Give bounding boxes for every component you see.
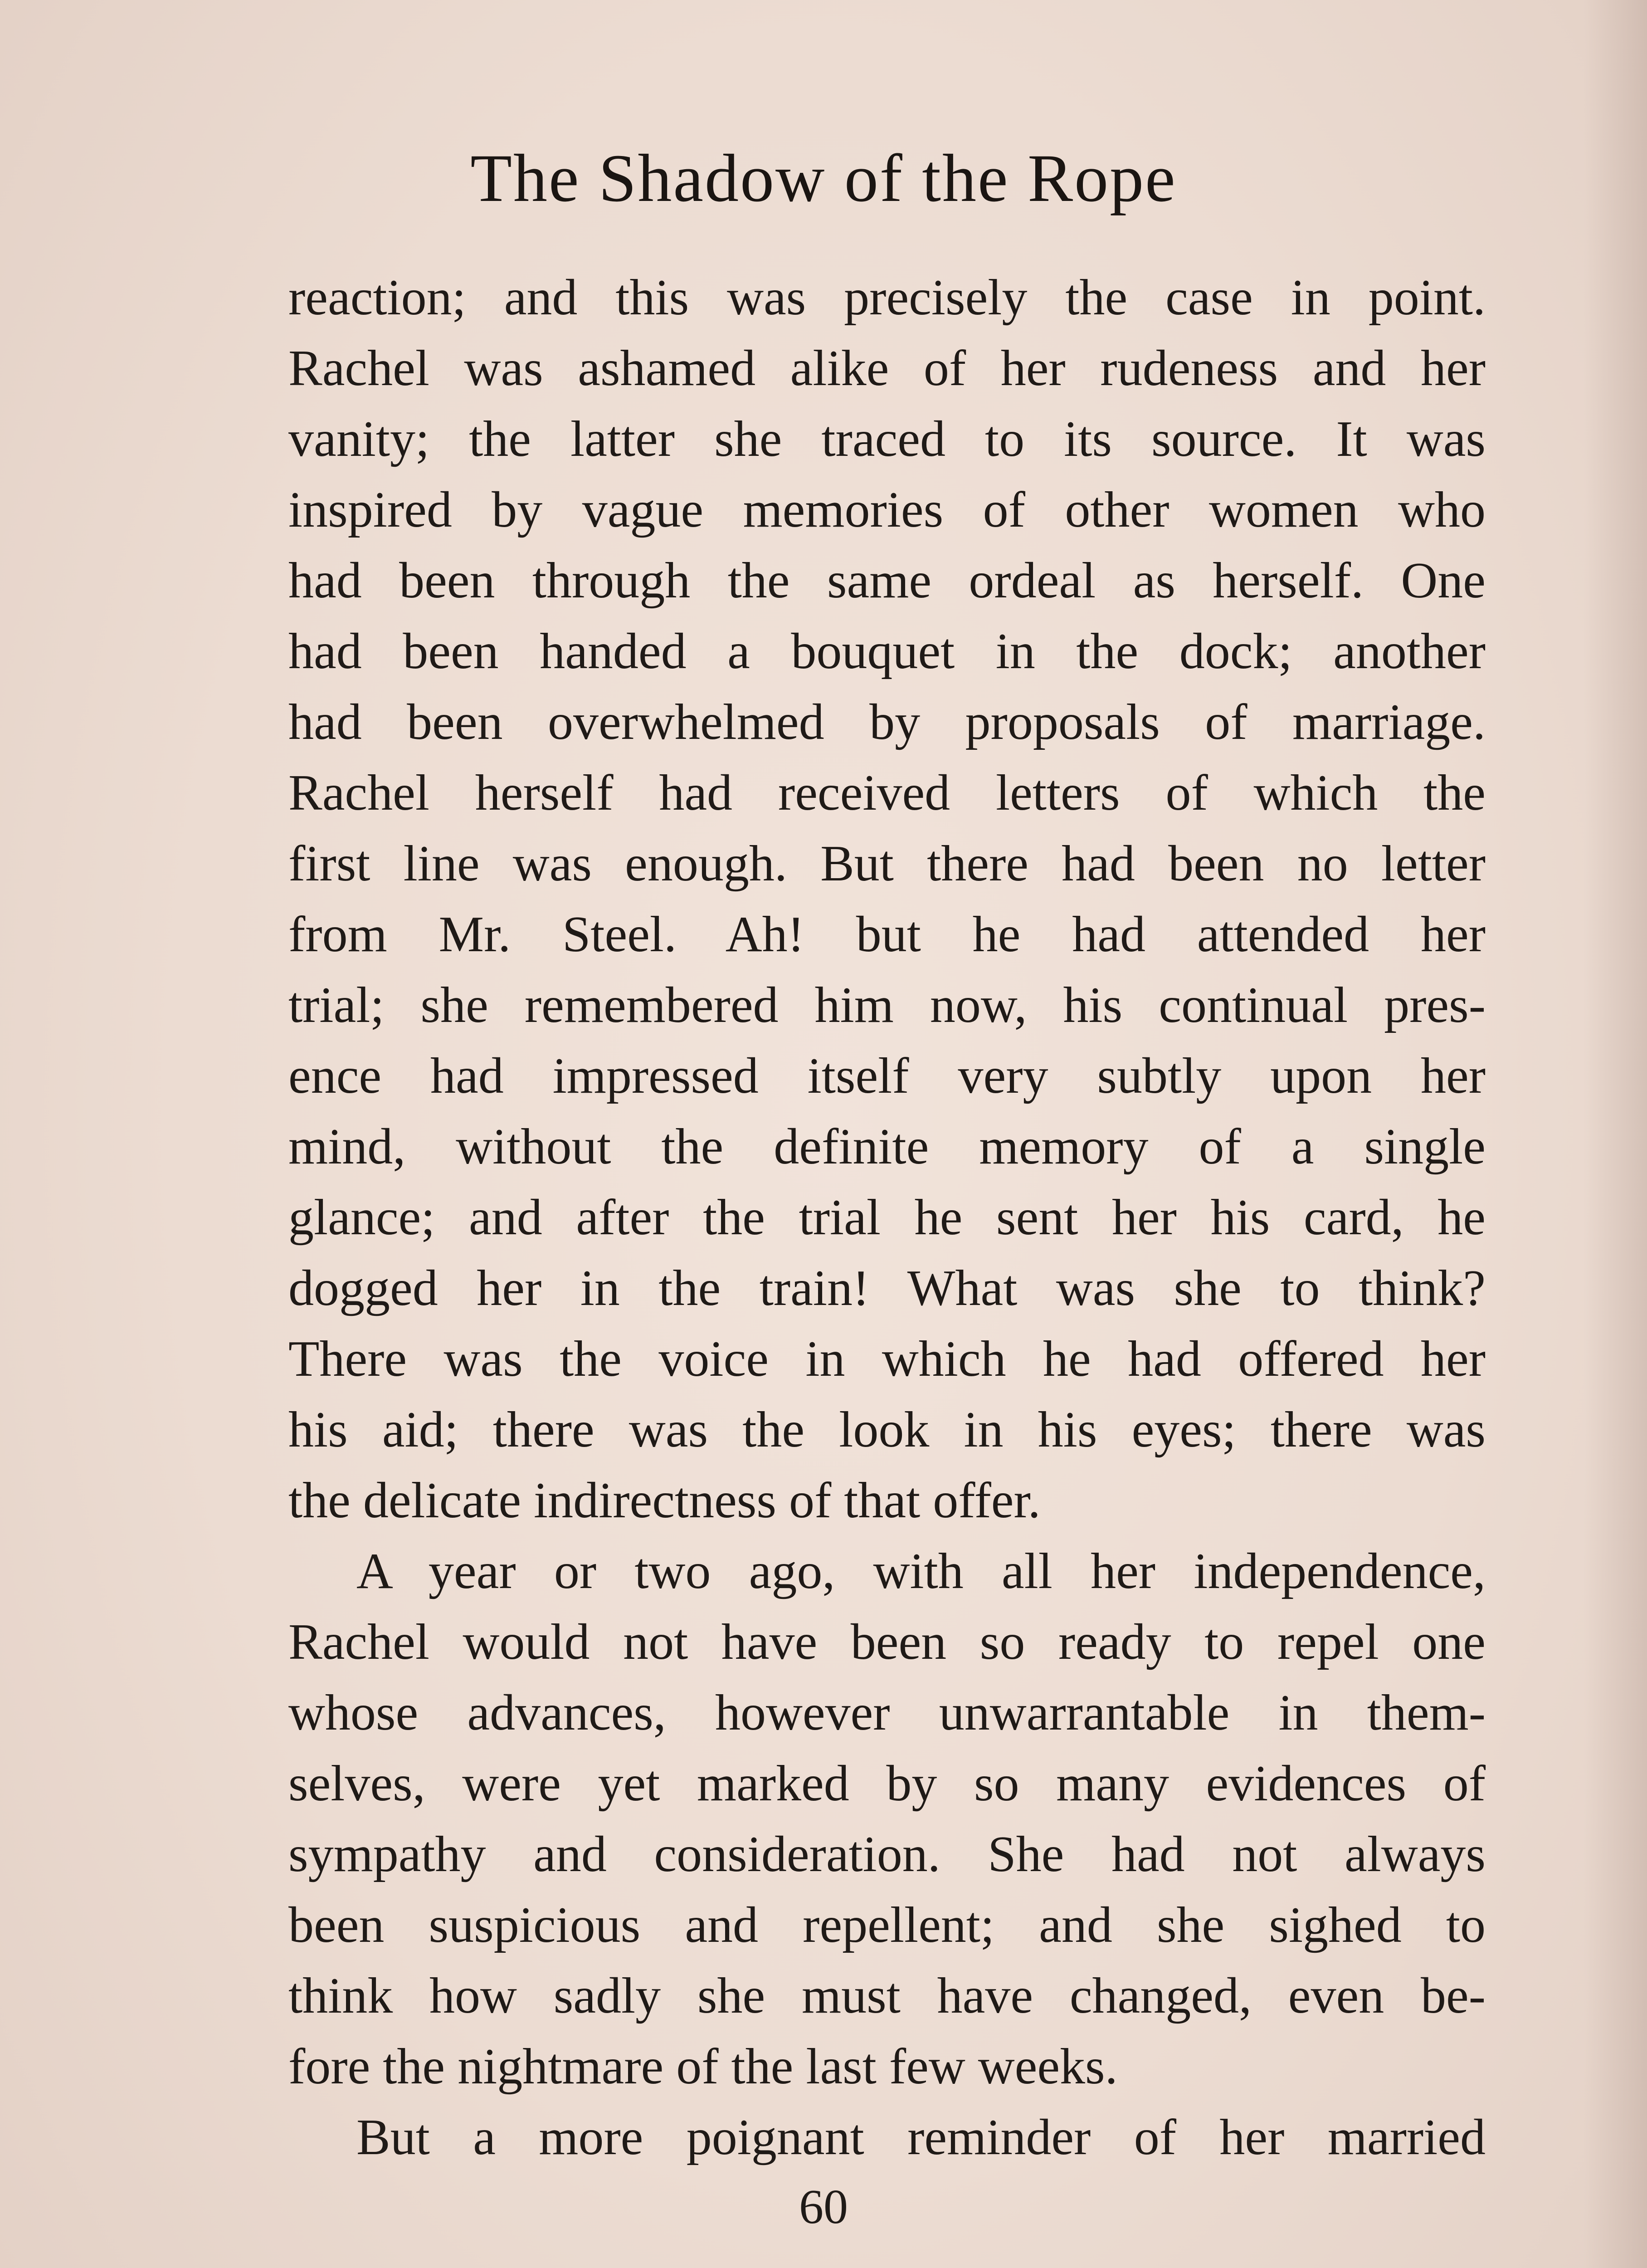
text-line: reaction; and this was precisely the case in point. [288, 269, 1486, 326]
text-line: Rachel herself had received letters of which the [288, 765, 1486, 821]
text-line: had been handed a bouquet in the dock; another [288, 623, 1486, 679]
body-text [288, 262, 1486, 2173]
text-line: sympathy and consideration. She had not always [288, 1826, 1486, 1882]
text-line: selves, were yet marked by so many evidences of [288, 1755, 1486, 1812]
page-edge-shadow [1584, 0, 1647, 2268]
text-line: mind, without the definite memory of a single [288, 1119, 1486, 1175]
text-line: been suspicious and repellent; and she sighed to [288, 1897, 1486, 1953]
text-line: Rachel was ashamed alike of her rudeness and her [288, 340, 1486, 396]
text-line: ence had impressed itself very subtly upon her [288, 1048, 1486, 1104]
text-line: There was the voice in which he had offered her [288, 1331, 1486, 1387]
text-line: first line was enough. But there had been no letter [288, 836, 1486, 892]
text-line: A year or two ago, with all her independence, [356, 1543, 1486, 1599]
text-line: had been overwhelmed by proposals of marriage. [288, 694, 1486, 750]
text-line: inspired by vague memories of other women who [288, 482, 1486, 538]
text-line: Rachel would not have been so ready to repel one [288, 1614, 1486, 1670]
text-line: fore the nightmare of the last few weeks. [288, 2038, 1118, 2095]
text-line: vanity; the latter she traced to its source. It was [288, 411, 1486, 467]
text-line: had been through the same ordeal as herself. One [288, 552, 1486, 609]
text-line: But a more poignant reminder of her married [356, 2109, 1486, 2165]
text-line: whose advances, however unwarrantable in them- [288, 1685, 1486, 1741]
text-line: dogged her in the train! What was she to think? [288, 1260, 1486, 1316]
text-line: trial; she remembered him now, his continual pres- [288, 977, 1486, 1033]
running-head: The Shadow of the Rope [470, 141, 1177, 216]
text-line: the delicate indirectness of that offer. [288, 1472, 1041, 1529]
text-line: from Mr. Steel. Ah! but he had attended her [288, 906, 1486, 963]
page-number: 60 [799, 2180, 848, 2234]
text-line: glance; and after the trial he sent her his card, he [288, 1189, 1486, 1246]
text-line: his aid; there was the look in his eyes; there was [288, 1402, 1486, 1458]
text-line: think how sadly she must have changed, even be- [288, 1968, 1486, 2024]
